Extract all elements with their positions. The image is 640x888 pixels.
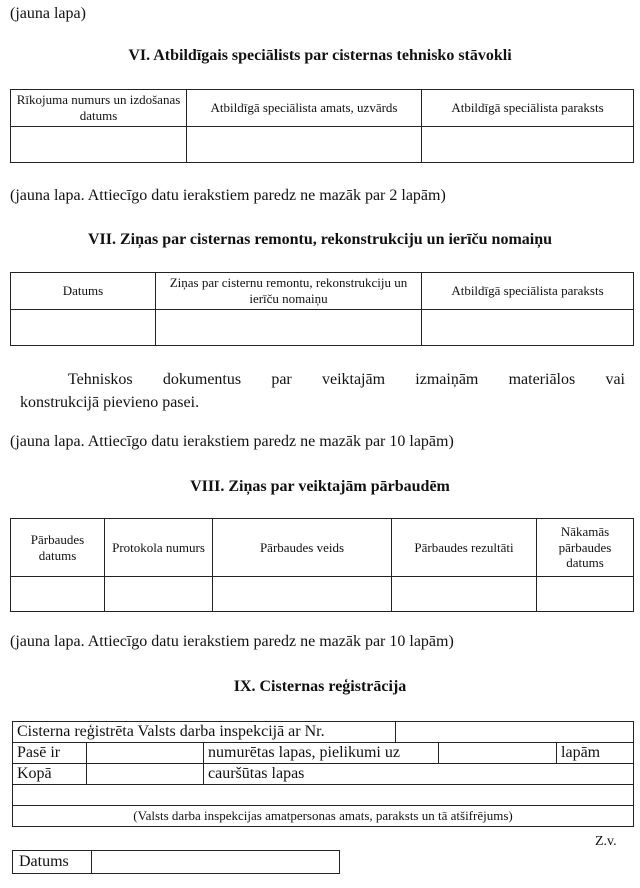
section-9-title: IX. Cisternas reģistrācija [233, 678, 407, 695]
s6-header-order: Rīkojuma numurs un izdošanas datums [11, 90, 187, 127]
s7-cell-date[interactable] [11, 310, 156, 346]
seal-mark: Z.v. [595, 834, 617, 849]
s8-cell-next-date[interactable] [537, 577, 634, 612]
date-field[interactable] [92, 851, 339, 873]
s8-cell-check-date[interactable] [11, 577, 105, 612]
s6-header-signature: Atbildīgā speciālista paraksts [422, 90, 634, 127]
s6-cell-signature[interactable] [422, 127, 634, 163]
s8-header-protocol: Protokola numurs [105, 519, 213, 577]
stitched-label: cauršūtas lapas [204, 764, 634, 785]
section-7-paragraph [20, 368, 625, 414]
registration-number-field[interactable] [396, 722, 634, 743]
s8-header-results: Pārbaudes rezultāti [392, 519, 537, 577]
pages-label: lapām [557, 743, 634, 764]
registered-label: Cisterna reģistrēta Valsts darba inspekcijā ar Nr. [13, 722, 396, 743]
s8-header-next-date: Nākamās pārbaudes datums [537, 519, 634, 577]
section-7-table [10, 272, 634, 346]
stitched-pages-field[interactable] [87, 764, 204, 785]
section-6-title: VI. Atbildīgais speciālists par cisternas tehnisko stāvokli [128, 47, 512, 64]
s7-cell-signature[interactable] [422, 310, 634, 346]
numbered-label: numurētas lapas, pielikumi uz [204, 743, 439, 764]
s6-cell-specialist[interactable] [187, 127, 422, 163]
s8-cell-check-type[interactable] [213, 577, 392, 612]
section-8-title: VIII. Ziņas par veiktajām pārbaudēm [190, 478, 450, 495]
numbered-pages-field[interactable] [87, 743, 204, 764]
date-box [12, 850, 340, 874]
appendix-pages-field[interactable] [439, 743, 557, 764]
s8-header-check-date: Pārbaudes datums [11, 519, 105, 577]
section-7-note: (jauna lapa. Attiecīgo datu ierakstiem paredz ne mazāk par 10 lapām) [10, 433, 454, 450]
top-note: (jauna lapa) [10, 5, 86, 22]
total-label: Kopā [13, 764, 87, 785]
section-7-paragraph-line-1: Tehniskos dokumentus par veiktajām izmaiņām materiālos vai [68, 371, 625, 388]
s7-header-signature: Atbildīgā speciālista paraksts [422, 273, 634, 310]
registration-table [12, 721, 634, 827]
s6-header-specialist: Atbildīgā speciālista amats, uzvārds [187, 90, 422, 127]
date-label: Datums [13, 851, 92, 873]
section-6-note: (jauna lapa. Attiecīgo datu ierakstiem paredz ne mazāk par 2 lapām) [10, 187, 446, 204]
s8-cell-results[interactable] [392, 577, 537, 612]
s7-header-repair-info: Ziņas par cisternu remontu, rekonstrukciju un ierīču nomaiņu [156, 273, 422, 310]
section-6-table [10, 89, 634, 163]
s7-cell-repair-info[interactable] [156, 310, 422, 346]
section-7-title: VII. Ziņas par cisternas remontu, rekonstrukciju un ierīču nomaiņu [87, 231, 553, 248]
official-caption: (Valsts darba inspekcijas amatpersonas amats, paraksts un tā atšifrējums) [13, 806, 634, 827]
s6-cell-order[interactable] [11, 127, 187, 163]
section-8-note: (jauna lapa. Attiecīgo datu ierakstiem paredz ne mazāk par 10 lapām) [10, 633, 454, 650]
passport-label: Pasē ir [13, 743, 87, 764]
official-signature-field[interactable] [13, 785, 634, 806]
section-8-table [10, 518, 634, 612]
s8-cell-protocol[interactable] [105, 577, 213, 612]
s7-header-date: Datums [11, 273, 156, 310]
s8-header-check-type: Pārbaudes veids [213, 519, 392, 577]
section-7-paragraph-line-2: konstrukcijā pievieno pasei. [20, 394, 200, 411]
